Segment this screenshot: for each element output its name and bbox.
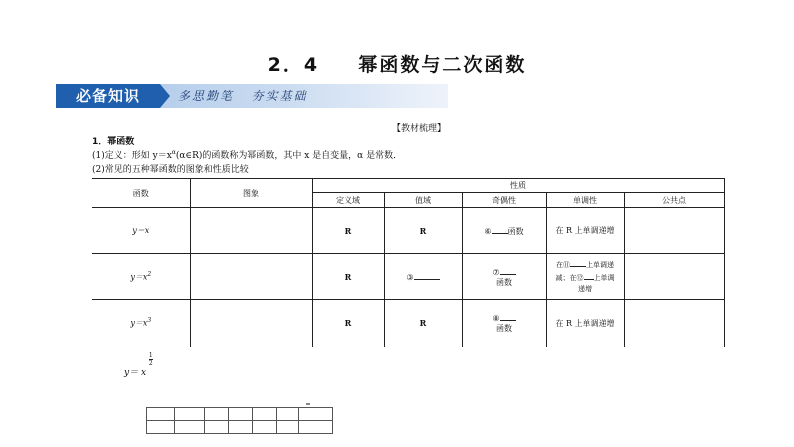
function-base: y＝ x bbox=[124, 368, 147, 378]
row2-range bbox=[384, 254, 462, 300]
header-properties: 性质 bbox=[312, 179, 724, 193]
row1-common-point bbox=[624, 208, 724, 254]
definition-text-b: (α∈R)的函数称为幂函数，其中 x 是自变量，α 是常数． bbox=[175, 151, 403, 161]
blank-number: ⑧ bbox=[492, 314, 500, 324]
header-monotonicity: 单调性 bbox=[546, 193, 624, 208]
next-row-function bbox=[124, 352, 153, 378]
function-base: y＝x bbox=[130, 272, 148, 282]
row2-function bbox=[92, 254, 190, 300]
blank-number: ③ bbox=[406, 273, 414, 282]
row3-domain: R bbox=[312, 300, 384, 347]
mono-text: 在⑪ bbox=[556, 261, 570, 269]
section-title: 幂函数与二次函数 bbox=[358, 54, 527, 76]
row1-domain: R bbox=[312, 208, 384, 254]
table-row bbox=[92, 254, 724, 300]
mono-text: 上单调递 bbox=[586, 261, 614, 269]
row2-monotonicity bbox=[546, 254, 624, 300]
section-number: 2．4 bbox=[267, 54, 320, 76]
function-exponent: 2 bbox=[147, 270, 152, 278]
header-common-point: 公共点 bbox=[624, 193, 724, 208]
fraction-exponent bbox=[149, 352, 153, 367]
function-base: y＝x bbox=[130, 319, 148, 329]
row3-range: R bbox=[384, 300, 462, 347]
comparison-line: (2)常见的五种幂函数的图象和性质比较 bbox=[92, 165, 249, 175]
header-domain: 定义域 bbox=[312, 193, 384, 208]
power-function-table bbox=[92, 178, 724, 346]
mono-text: 减；在⑫ bbox=[555, 274, 584, 282]
row1-range: R bbox=[384, 208, 462, 254]
header-function: 函数 bbox=[92, 179, 190, 208]
page-title bbox=[0, 50, 794, 77]
fraction-denominator: 2 bbox=[148, 360, 153, 367]
row2-graph bbox=[190, 254, 312, 300]
row2-domain: R bbox=[312, 254, 384, 300]
table-thumbnail bbox=[146, 407, 332, 429]
blank-number: ⑦ bbox=[492, 267, 500, 277]
banner-tag: 必备知识 bbox=[56, 84, 160, 108]
row3-graph bbox=[190, 300, 312, 347]
row3-monotonicity: 在 R 上单调递增 bbox=[546, 300, 624, 347]
row1-graph bbox=[190, 208, 312, 254]
fill-blank[interactable] bbox=[500, 312, 516, 321]
fill-blank[interactable] bbox=[500, 266, 516, 275]
row1-monotonicity: 在 R 上单调递增 bbox=[546, 208, 624, 254]
fill-blank[interactable] bbox=[570, 258, 586, 267]
definition-text-a: (1)定义：形如 y＝x bbox=[92, 151, 172, 161]
row1-function: y＝x bbox=[92, 208, 190, 254]
table-row bbox=[92, 300, 724, 347]
row3-function bbox=[92, 300, 190, 347]
item-heading: 1．幂函数 bbox=[92, 137, 135, 147]
row3-common-point bbox=[624, 300, 724, 347]
table-row bbox=[92, 208, 724, 254]
fill-blank[interactable] bbox=[414, 271, 440, 280]
fill-blank[interactable] bbox=[584, 271, 594, 280]
section-label: 【教材梳理】 bbox=[392, 124, 447, 134]
stray-mark bbox=[306, 403, 310, 405]
definition-exponent: α bbox=[171, 149, 176, 156]
header-parity: 奇偶性 bbox=[462, 193, 546, 208]
parity-suffix: 函数 bbox=[496, 324, 512, 334]
fraction-numerator: 1 bbox=[148, 352, 153, 359]
mono-text: 上单调 bbox=[593, 274, 615, 282]
row1-parity bbox=[462, 208, 546, 254]
row2-common-point bbox=[624, 254, 724, 300]
header-graph: 图象 bbox=[190, 179, 312, 208]
row3-parity bbox=[462, 300, 546, 347]
row2-parity bbox=[462, 254, 546, 300]
fill-blank[interactable] bbox=[492, 225, 508, 234]
function-exponent: 3 bbox=[147, 317, 152, 325]
definition-line bbox=[92, 148, 402, 161]
header-range: 值域 bbox=[384, 193, 462, 208]
parity-suffix: 函数 bbox=[496, 277, 512, 287]
mono-text: 递增 bbox=[578, 285, 592, 293]
banner-slogan: 多思勤笔 夯实基础 bbox=[178, 89, 308, 103]
blank-number: ⑥ bbox=[484, 226, 492, 236]
parity-suffix: 函数 bbox=[507, 226, 524, 236]
